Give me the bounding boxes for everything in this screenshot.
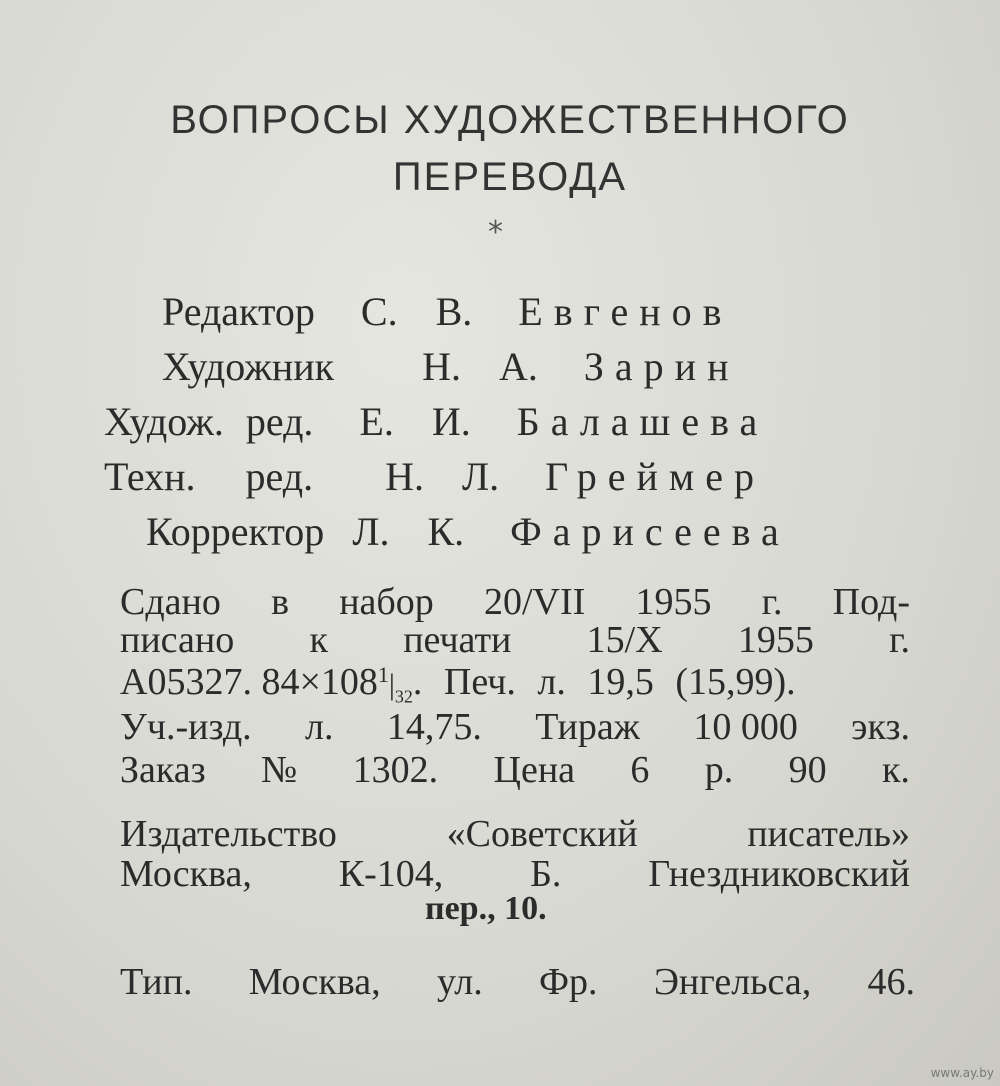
word: 1302. [352,749,439,791]
word: Сдано [120,581,221,623]
word: № [261,749,298,791]
word: к. [881,749,910,791]
word: писатель» [747,813,910,855]
word: «Советский [446,813,638,855]
credit-initials: Е. И. [359,399,471,444]
publisher-address-end: пер., 10. [425,890,547,927]
credit-initials: Н. А. [422,344,538,389]
credit-initials: Л. К. [352,509,465,554]
credit-editor [162,288,733,335]
credit-surname: Евгенов [518,289,733,334]
word: Москва, [248,961,381,1003]
word: 10 000 [693,706,798,748]
word: 46. [867,961,915,1003]
word: 14,75. [386,706,482,748]
print-info-line-3 [120,660,910,708]
word: Энгельса, [653,961,812,1003]
word: экз. [851,706,910,748]
word: 6 [630,749,650,791]
word: 1955 [635,581,712,623]
credit-role: Художник [162,344,335,389]
print-info-line-5 [120,748,910,792]
print-sheets: . Печ. л. 19,5 (15,99). [412,661,796,703]
word: Фр. [539,961,598,1003]
word: к [309,619,328,661]
credit-surname: Балашева [516,399,769,444]
word: 90 [788,749,827,791]
word: набор [339,581,434,623]
format-separator: | [388,668,395,701]
word: Уч.-изд. [120,706,252,748]
credit-role: Корректор [146,509,325,554]
word: печати [403,619,512,661]
format-code: А05327. 84×108 [120,661,378,703]
word: г. [761,581,783,623]
asterisk-separator: * [488,215,503,250]
word: Под- [832,581,910,623]
word: писано [120,619,235,661]
watermark: www.ay.by [930,1066,994,1080]
credit-tech-editor [104,453,765,500]
word: 15/X [586,619,663,661]
credit-surname: Греймер [545,454,765,499]
word: Цена [493,749,576,791]
printer-line [120,960,915,1004]
word: Гнездниковский [648,853,910,895]
word: Б. [530,853,562,895]
publisher-line-1 [120,812,910,856]
credit-role: Редактор [162,289,315,334]
word: 1955 [737,619,814,661]
credit-role: Худож. ред. [104,399,314,444]
word: р. [704,749,734,791]
credit-artist [162,343,739,390]
word: в [271,581,290,623]
book-title-line-1: ВОПРОСЫ ХУДОЖЕСТВЕННОГО [170,98,850,142]
word: ул. [436,961,483,1003]
credit-role: Техн. ред. [104,454,314,499]
book-title-line-2: ПЕРЕВОДА [392,155,628,199]
word: Москва, [120,853,252,895]
word: Тип. [120,961,193,1003]
word: г. [889,619,910,661]
credit-surname: Зарин [583,344,740,389]
credit-surname: Фарисеева [510,509,790,554]
print-info-line-4 [120,705,910,749]
credit-proofreader [146,508,790,555]
credit-initials: С. В. [360,289,473,334]
word: Издательство [120,813,337,855]
print-info-line-2 [120,618,910,662]
credit-art-editor [104,398,768,445]
word: К-104, [338,853,444,895]
format-superscript: 1 [377,662,389,687]
word: Тираж [535,706,640,748]
format-subscript: 32 [394,686,413,707]
credit-initials: Н. Л. [385,454,500,499]
word: л. [305,706,334,748]
word: Заказ [120,749,206,791]
word: 20/VII [483,581,586,623]
